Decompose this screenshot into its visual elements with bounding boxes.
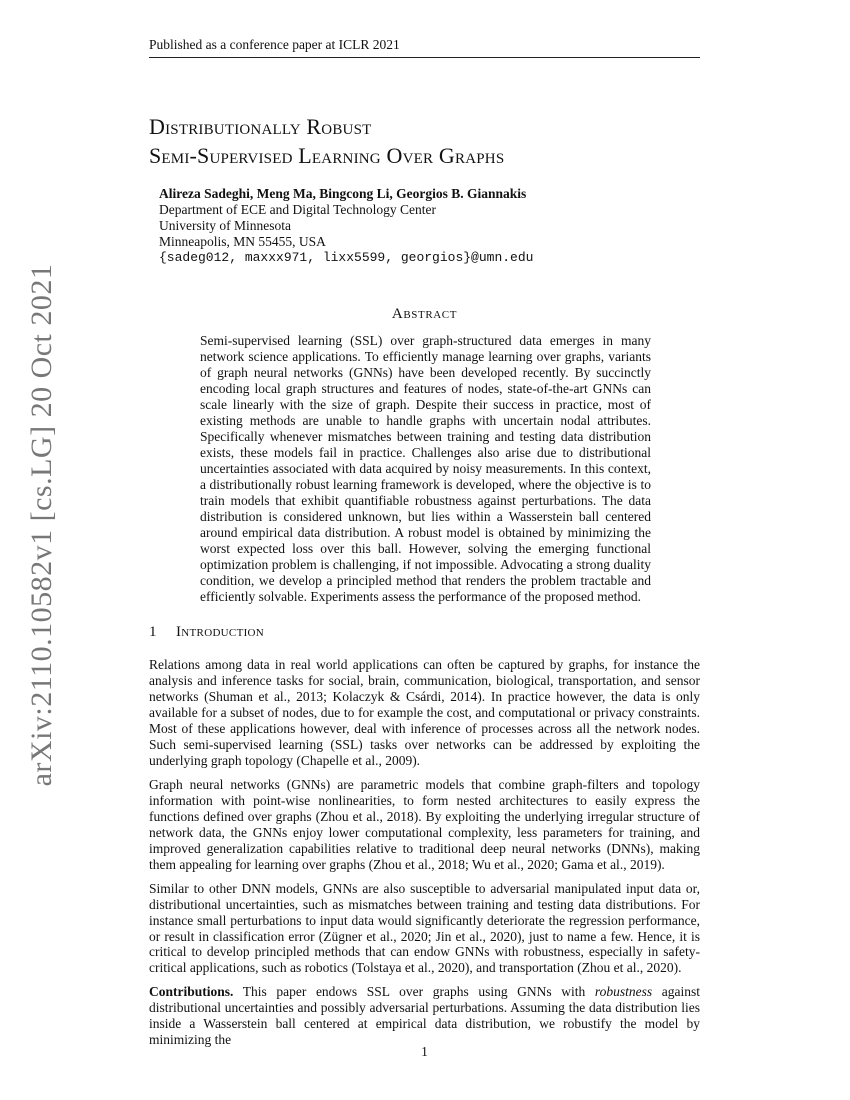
- author-email: {sadeg012, maxxx971, lixx5599, georgios}@umn.edu: [159, 250, 534, 265]
- abstract-heading: Abstract: [391, 306, 458, 322]
- title-line-2: Semi-Supervised Learning Over Graphs: [149, 143, 505, 168]
- author-names: Alireza Sadeghi, Meng Ma, Bingcong Li, Georgios B. Giannakis: [159, 186, 527, 201]
- contributions-text-b: against distributional uncertainties and possibly adversarial perturbations. Assuming the data distribution lies inside a Wasserstein ball centered at empirical data distribution, we robustify the model by minimizing the: [149, 984, 700, 1048]
- conference-header-text: Published as a conference paper at ICLR 2021: [149, 37, 400, 52]
- contributions-lead: Contributions.: [149, 984, 234, 1000]
- arxiv-identifier: arXiv:2110.10582v1 [cs.LG] 20 Oct 2021: [25, 263, 58, 787]
- intro-paragraph-1: Relations among data in real world applications can often be captured by graphs, for instance the analysis and inference tasks for social, brain, communication, biological, transportation, and sensor networks (Shuman et al., 2013; Kolaczyk & Csárdi, 2014). In practice however, the data is only available for a subset of nodes, due to for example the cost, and computational or privacy constraints. Most of these applications however, deal with inference of processes across all the network nodes. Such semi-supervised learning (SSL) tasks over networks can be addressed by exploiting the underlying graph topology (Chapelle et al., 2009).: [149, 657, 700, 768]
- section-heading-introduction: [149, 624, 700, 641]
- contributions-text-a: This paper endows SSL over graphs using GNNs with: [233, 984, 595, 1000]
- author-department: Department of ECE and Digital Technology Center: [159, 202, 436, 217]
- author-university: University of Minnesota: [159, 218, 291, 233]
- title-line-1: Distributionally Robust: [149, 114, 372, 139]
- conference-header: [149, 37, 700, 58]
- page-number: 1: [421, 1044, 428, 1059]
- section-number: 1: [149, 624, 157, 640]
- arxiv-side-stamp: [22, 263, 62, 787]
- author-block: [159, 186, 699, 266]
- introduction-body: [149, 657, 700, 1056]
- author-location: Minneapolis, MN 55455, USA: [159, 234, 326, 249]
- abstract-body: Semi-supervised learning (SSL) over graph-structured data emerges in many network science applications. To efficiently manage learning over graphs, variants of graph neural networks (GNNs) have been developed recently. By succinctly encoding local graph structures and features of nodes, state-of-the-art GNNs can scale linearly with the size of graph. Despite their success in practice, most of existing methods are unable to handle graphs with uncertain nodal attributes. Specifically whenever mismatches between training and testing data distribution exists, these models fail in practice. Challenges also arise due to distributional uncertainties associated with data acquired by noisy measurements. In this context, a distributionally robust learning framework is developed, where the objective is to train models that exhibit quantifiable robustness against perturbations. The data distribution is considered unknown, but lies within a Wasserstein ball centered around empirical data distribution. A robust model is obtained by minimizing the worst expected loss over this ball. However, solving the emerging functional optimization problem is challenging, if not impossible. Advocating a strong duality condition, we develop a principled method that renders the problem tractable and efficiently solvable. Experiments assess the performance of the proposed method.: [200, 333, 651, 604]
- intro-paragraph-4: [149, 984, 700, 1048]
- intro-paragraph-2: Graph neural networks (GNNs) are parametric models that combine graph-filters and topology information with point-wise nonlinearities, to form nested architectures to easily express the functions defined over graphs (Zhou et al., 2018). By exploiting the underlying irregular structure of network data, the GNNs enjoy lower computational complexity, less parameters for training, and improved generalization capabilities relative to traditional deep neural networks (DNNs), making them appealing for learning over graphs (Zhou et al., 2018; Wu et al., 2020; Gama et al., 2019).: [149, 776, 700, 872]
- section-title: Introduction: [176, 624, 265, 640]
- paper-title: [149, 112, 709, 170]
- contributions-emphasis: robustness: [594, 984, 653, 1000]
- intro-paragraph-3: Similar to other DNN models, GNNs are also susceptible to adversarial manipulated input data or, distributional uncertainties, such as mismatches between training and testing data distributions. For instance small perturbations to input data would significantly deteriorate the regression performance, or result in classification error (Zügner et al., 2020; Jin et al., 2020), just to name a few. Hence, it is critical to develop principled methods that can endow GNNs with robustness, especially in safety-critical applications, such as robotics (Tolstaya et al., 2020), and transportation (Zhou et al., 2020).: [149, 880, 700, 976]
